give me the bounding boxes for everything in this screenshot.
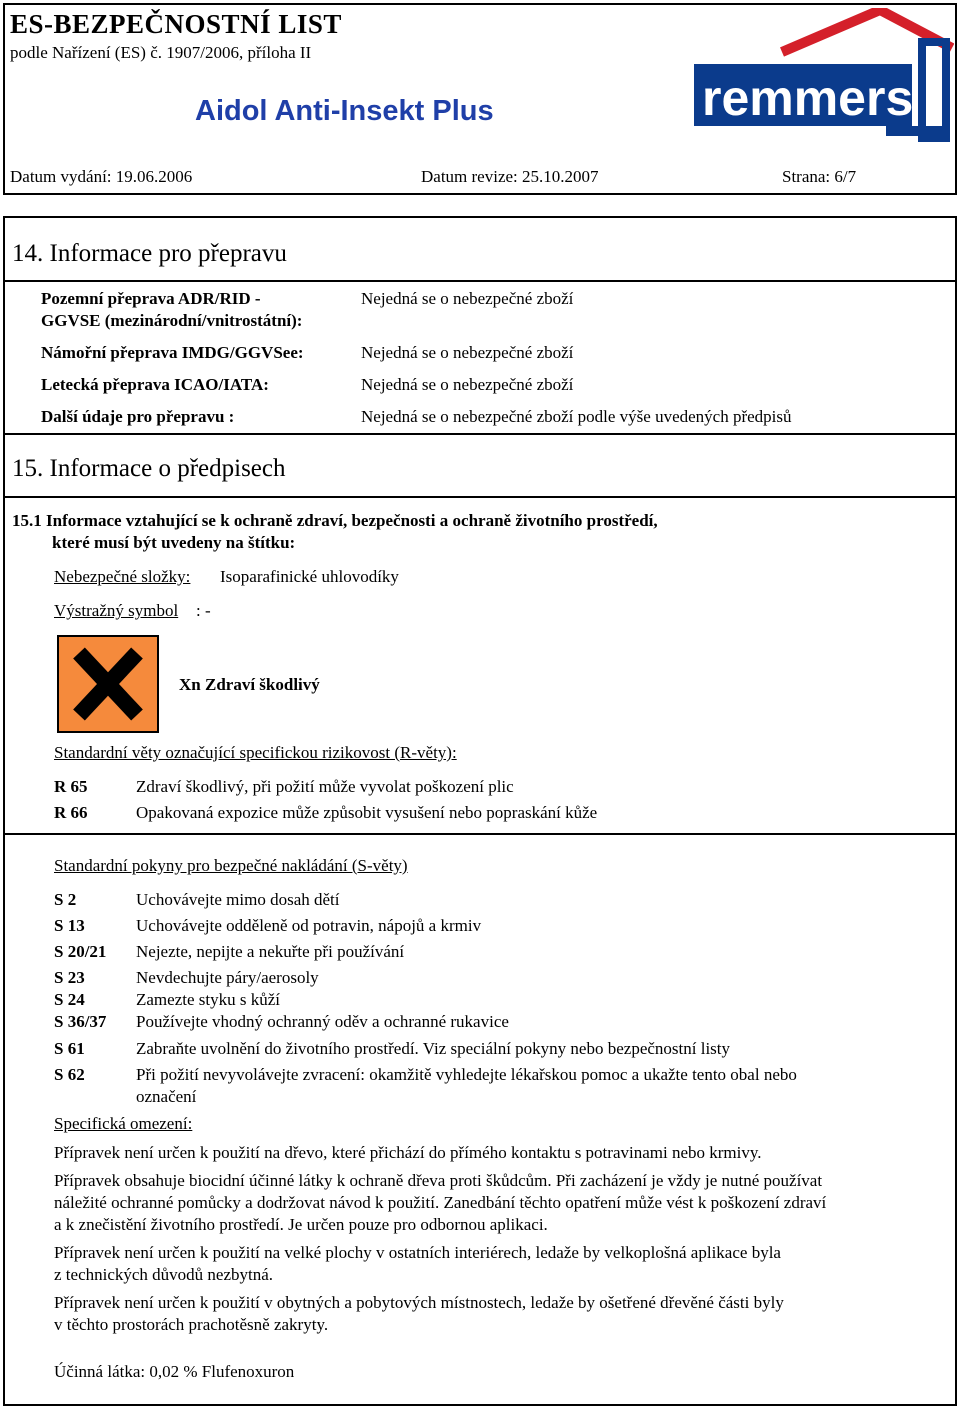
s-phrases-title: Standardní pokyny pro bezpečné nakládání (S-věty): [54, 856, 408, 875]
restriction-paragraph: Přípravek obsahuje biocidní účinné látky k ochraně dřeva proti škůdcům. Při zacházení je vždy je nutné používat: [54, 1171, 823, 1190]
s-phrase-text: Uchovávejte odděleně od potravin, nápojů a krmiv: [136, 916, 482, 935]
regulation-subtitle: podle Nařízení (ES) č. 1907/2006, příloha II: [10, 43, 312, 62]
document-title: ES-BEZPEČNOSTNÍ LIST: [10, 9, 342, 39]
remmers-logo-graphic: [690, 8, 954, 142]
s-phrase-code: S 2: [54, 890, 77, 909]
section-15-title: 15. Informace o předpisech: [12, 455, 286, 482]
specific-restrictions-title: Specifická omezení:: [54, 1114, 193, 1133]
s-phrase-code: S 24: [54, 990, 85, 1009]
divider: [5, 280, 955, 282]
subsection-15-1-title: 15.1 Informace vztahující se k ochraně zdraví, bezpečnosti a ochraně životního prostředí,: [12, 511, 658, 530]
r-phrases-title: Standardní věty označující specifickou rizikovost (R-věty):: [54, 743, 457, 762]
s-phrase-code: S 36/37: [54, 1012, 107, 1031]
restriction-paragraph-line: v těchto prostorách prachotěsně zakryty.: [54, 1315, 329, 1334]
hazard-symbol-caption: Xn Zdraví škodlivý: [179, 675, 320, 694]
subsection-15-1-title-line2: které musí být uvedeny na štítku:: [52, 533, 296, 552]
section-14-title: 14. Informace pro přepravu: [12, 240, 287, 267]
active-substance: Účinná látka: 0,02 % Flufenoxuron: [54, 1362, 295, 1381]
r-phrase-text: Zdraví škodlivý, při požití může vyvolat poškození plic: [136, 777, 514, 796]
restriction-paragraph-line: náležité ochranné pomůcky a dodržovat návod k použití. Zanedbání těchto opatření může vést k poškození zdraví: [54, 1193, 827, 1212]
restriction-paragraph: Přípravek není určen k použití na dřevo, které přichází do přímého kontaktu s potravinami nebo krmivy.: [54, 1143, 762, 1162]
remmers-logo: [690, 8, 954, 142]
page-number: Strana: 6/7: [782, 167, 857, 186]
s-phrase-text: Zamezte styku s kůží: [136, 990, 280, 1009]
s-phrase-code: S 62: [54, 1065, 85, 1084]
restriction-paragraph: Přípravek není určen k použití v obytných a pobytových místnostech, ledaže by ošetřené dřevěné části byly: [54, 1293, 784, 1312]
issue-date: Datum vydání: 19.06.2006: [10, 167, 193, 186]
s-phrase-text: Nejezte, nepijte a nekuřte při používání: [136, 942, 405, 961]
s-phrase-code: S 20/21: [54, 942, 107, 961]
transport-label-road-2: GGVSE (mezinárodní/vnitrostátní):: [41, 311, 303, 330]
s-phrase-code: S 13: [54, 916, 85, 935]
transport-label-other: Další údaje pro přepravu :: [41, 407, 235, 426]
transport-value-road: Nejedná se o nebezpečné zboží: [361, 289, 574, 308]
s-phrase-text: Nevdechujte páry/aerosoly: [136, 968, 319, 987]
transport-value-air: Nejedná se o nebezpečné zboží: [361, 375, 574, 394]
restriction-paragraph: Přípravek není určen k použití na velké plochy v ostatních interiérech, ledaže by velkoplošná aplikace byla: [54, 1243, 781, 1262]
s-phrase-text-continued: označení: [136, 1087, 197, 1106]
r-phrase-text: Opakovaná expozice může způsobit vysušení nebo popraskání kůže: [136, 803, 598, 822]
transport-label-sea: Námořní přeprava IMDG/GGVSee:: [41, 343, 304, 362]
s-phrase-text: Uchovávejte mimo dosah dětí: [136, 890, 340, 909]
s-phrase-text: Používejte vhodný ochranný oděv a ochranné rukavice: [136, 1012, 509, 1031]
product-name: Aidol Anti-Insekt Plus: [195, 95, 494, 127]
divider: [5, 433, 955, 435]
restriction-paragraph-line: z technických důvodů nezbytná.: [54, 1265, 274, 1284]
s-phrase-text: Zabraňte uvolnění do životního prostředí. Viz speciální pokyny nebo bezpečnostní listy: [136, 1039, 731, 1058]
warning-symbol-label: Výstražný symbol: [54, 601, 179, 620]
transport-label-air: Letecká přeprava ICAO/IATA:: [41, 375, 269, 394]
r-phrase-code: R 66: [54, 803, 88, 822]
transport-value-sea: Nejedná se o nebezpečné zboží: [361, 343, 574, 362]
restriction-paragraph-line: a k znečistění životního prostředí. Je určen pouze pro odbornou aplikaci.: [54, 1215, 548, 1234]
hazardous-components-value: Isoparafinické uhlovodíky: [220, 567, 399, 586]
transport-label-road: Pozemní přeprava ADR/RID -: [41, 289, 261, 308]
divider: [5, 833, 955, 835]
divider: [5, 496, 955, 498]
warning-symbol-value: : -: [196, 601, 211, 620]
transport-value-other: Nejedná se o nebezpečné zboží podle výše uvedených předpisů: [361, 407, 792, 426]
s-phrase-code: S 61: [54, 1039, 85, 1058]
s-phrase-text: Při požití nevyvolávejte zvracení: okamžitě vyhledejte lékařskou pomoc a ukažte tento obal nebo: [136, 1065, 797, 1084]
harmful-x-icon: [57, 635, 159, 733]
logo-wordmark: remmers: [702, 70, 914, 126]
s-phrase-code: S 23: [54, 968, 85, 987]
r-phrase-code: R 65: [54, 777, 88, 796]
revision-date: Datum revize: 25.10.2007: [421, 167, 599, 186]
hazardous-components-label: Nebezpečné složky:: [54, 567, 191, 586]
